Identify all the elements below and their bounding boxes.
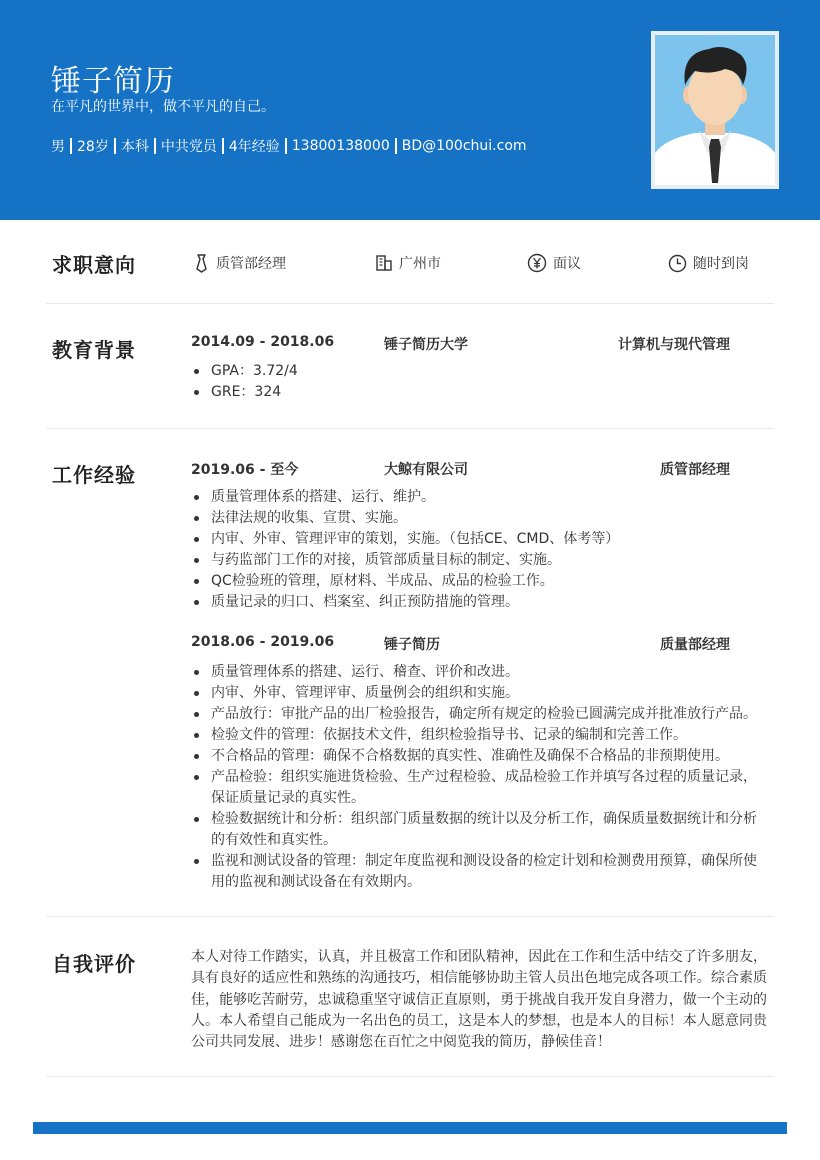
list-item: 产品检验：组织实施进货检验、生产过程检验、成品检验工作并填写各过程的质量记录，保证质量记录的真实性。 [191,767,763,809]
info-degree: 本科 [120,139,149,155]
list-item: 质量管理体系的搭建、运行、维护。 [191,487,763,508]
self-eval-text: 本人对待工作踏实，认真，并且极富工作和团队精神，因此在工作和生活中结交了许多朋友，具有良好的适应性和熟练的沟通技巧，相信能够协助主管人员出色地完成各项工作。综合素质佳，能够吃苦耐劳，忠诚稳重坚守诚信正直原则，勇于挑战自我开发自身潜力，做一个主动的人。本人希望自己能成为一名出色的员工，这是本人的梦想，也是本人的目标！本人愿意同贵公司共同发展、进步！感谢您在百忙之中阅览我的简历，静候佳音！ [191,949,767,1051]
list-item: 产品放行：审批产品的出厂检验报告，确定所有规定的检验已圆满完成并批准放行产品。 [191,704,763,725]
education-school: 锤子简历大学 [384,337,468,353]
section-divider [46,303,774,304]
info-separator [114,138,116,154]
intent-salary-text: 面议 [553,256,581,272]
job-duties [191,662,763,893]
intent-availability [668,253,749,273]
resume-name: 锤子简历 [51,64,175,99]
resume-header [0,0,820,220]
job-date: 2018.06 - 2019.06 [191,634,335,650]
list-item: QC检验班的管理，原材料、半成品、成品的检验工作。 [191,571,763,592]
job-duties [191,487,763,613]
info-separator [154,138,156,154]
yen-icon [527,253,547,273]
list-item: 监视和测试设备的管理：制定年度监视和测设设备的检定计划和检测费用预算，确保所使用的监视和测试设备在有效期内。 [191,851,763,893]
info-political: 中共党员 [160,139,217,155]
education-date: 2014.09 - 2018.06 [191,334,335,350]
info-email: BD@100chui.com [401,138,527,154]
intent-city-text: 广州市 [399,256,441,272]
education-major: 计算机与现代管理 [618,337,730,353]
intent-availability-text: 随时到岗 [693,256,749,272]
job-company: 锤子简历 [384,637,440,653]
list-item: 质量记录的归口、档案室、纠正预防措施的管理。 [191,592,763,613]
list-item: 不合格品的管理：确保不合格数据的真实性、准确性及确保不合格品的非预期使用。 [191,746,763,767]
list-item: 质量管理体系的搭建、运行、稽查、评价和改进。 [191,662,763,683]
info-experience: 4年经验 [228,139,280,155]
intent-city [375,253,441,273]
section-divider [46,916,774,917]
section-title-intent: 求职意向 [52,253,136,277]
intent-salary [527,253,581,273]
intent-position-text: 质管部经理 [216,256,286,272]
section-divider [46,428,774,429]
personal-info [51,136,527,156]
list-item: 检验数据统计和分析：组织部门质量数据的统计以及分析工作，确保质量数据统计和分析的有效性和真实性。 [191,809,763,851]
job-role: 质管部经理 [660,462,730,478]
list-item: 法律法规的收集、宣贯、实施。 [191,508,763,529]
list-item: 与药监部门工作的对接，质管部质量目标的制定、实施。 [191,550,763,571]
list-item: 内审、外审、管理评审、质量例会的组织和实施。 [191,683,763,704]
info-separator [222,138,224,154]
job-date: 2019.06 - 至今 [191,462,299,478]
job-role: 质量部经理 [660,637,730,653]
building-icon [375,254,393,272]
info-phone: 13800138000 [291,138,390,154]
list-item: GPA：3.72/4 [191,361,763,382]
info-separator [285,138,287,154]
job-company: 大鲸有限公司 [384,462,468,478]
avatar-illustration [655,35,775,185]
section-title-self-eval: 自我评价 [52,952,136,976]
footer-accent-bar [33,1122,787,1134]
info-age: 28岁 [77,139,109,155]
education-details [191,361,763,403]
section-title-education: 教育背景 [52,338,136,362]
avatar-photo [651,31,779,189]
list-item: 检验文件的管理：依据技术文件，组织检验指导书、记录的编制和完善工作。 [191,725,763,746]
clock-icon [668,254,687,273]
section-divider [46,1076,774,1077]
info-separator [395,138,397,154]
section-title-work: 工作经验 [52,463,136,487]
intent-position [193,253,286,273]
resume-motto: 在平凡的世界中，做不平凡的自己。 [51,99,275,115]
info-gender: 男 [51,139,65,155]
list-item: 内审、外审、管理评审的策划，实施。（包括CE、CMD、体考等） [191,529,763,550]
info-separator [70,138,72,154]
list-item: GRE：324 [191,382,763,403]
tie-icon [193,254,210,273]
